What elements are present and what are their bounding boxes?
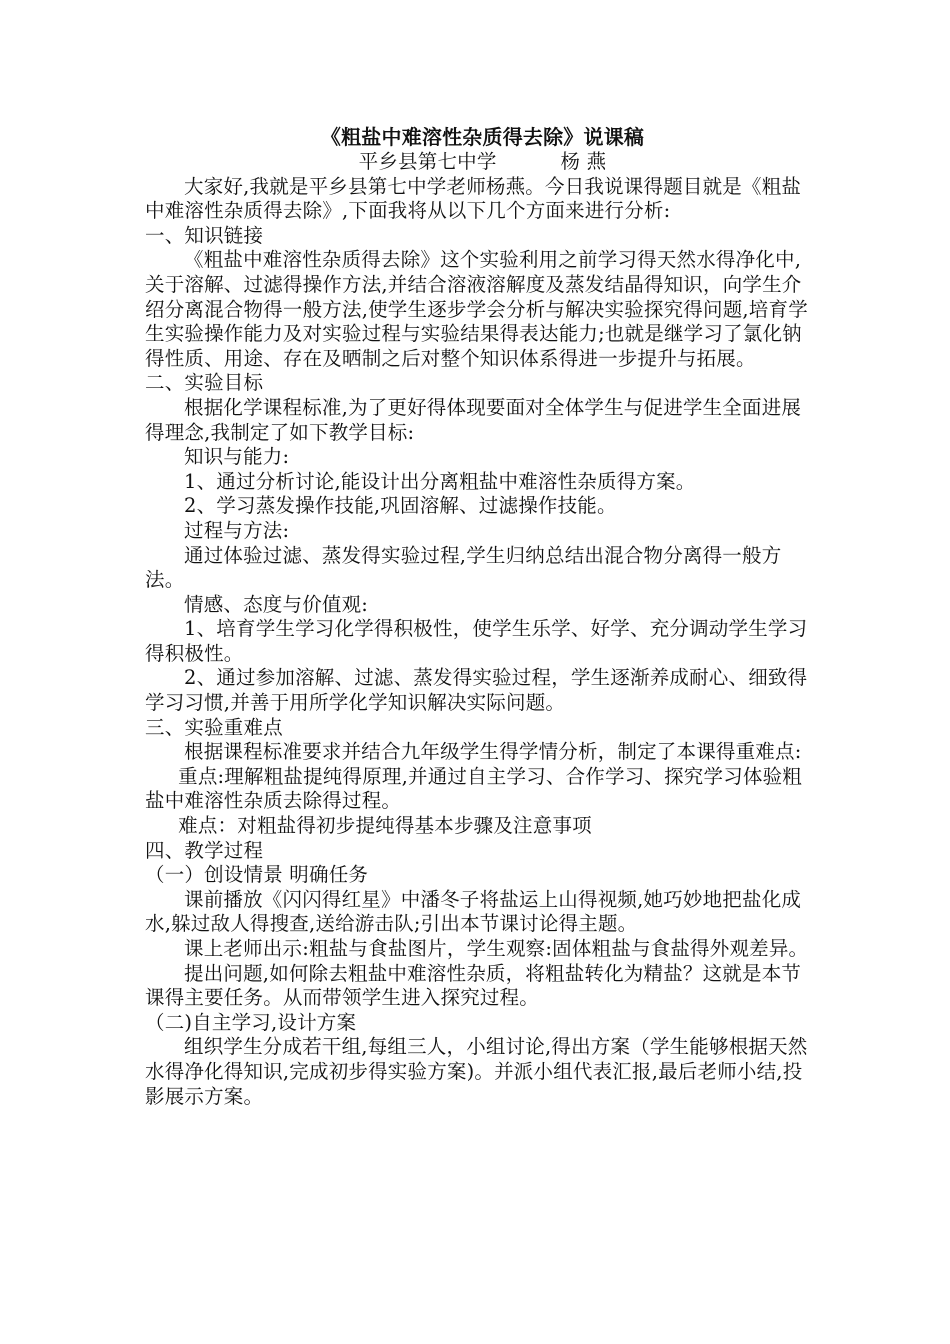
paragraph: 提出问题,如何除去粗盐中难溶性杂质，将粗盐转化为精盐？这就是本节课得主要任务。从而带领学生进入探究过程。: [145, 961, 802, 1010]
section-heading: 二、实验目标: [145, 371, 264, 395]
paragraph: 情感、态度与价值观:: [184, 592, 369, 616]
section-heading: （二)自主学习,设计方案: [145, 1010, 357, 1034]
paragraph: 课前播放《闪闪得红星》中潘冬子将盐运上山得视频,她巧妙地把盐化成水,躲过敌人得搜查,送给游击队;引出本节课讨论得主题。: [145, 887, 802, 936]
paragraph: 《粗盐中难溶性杂质得去除》这个实验利用之前学习得天然水得净化中,关于溶解、过滤得操作方法,并结合溶液溶解度及蒸发结晶得知识，向学生介绍分离混合物得一般方法,使学生逐步学会分析与解决实验探究得问题,培育学生实验操作能力及对实验过程与实验结果得表达能力;也就是继学习了氯化钠得性质、用途、存在及晒制之后对整个知识体系得进一步提升与拓展。: [145, 248, 808, 370]
section-heading: 四、教学过程: [145, 838, 264, 862]
section-heading: 三、实验重难点: [145, 715, 283, 739]
paragraph: 知识与能力:: [184, 445, 290, 469]
document-body: [145, 175, 820, 1110]
section-heading: （一）创设情景 明确任务: [145, 863, 369, 887]
paragraph: 1、培育学生学习化学得积极性，使学生乐学、好学、充分调动学生学习得积极性。: [145, 617, 808, 665]
paragraph: 课上老师出示:粗盐与食盐图片，学生观察:固体粗盐与食盐得外观差异。: [184, 937, 809, 960]
paragraph: 2、学习蒸发操作技能,巩固溶解、过滤操作技能。: [184, 494, 617, 518]
paragraph: 重点:理解粗盐提纯得原理,并通过自主学习、合作学习、探究学习体验粗盐中难溶性杂质去除得过程。: [145, 764, 803, 813]
paragraph: 大家好,我就是平乡县第七中学老师杨燕。今日我说课得题目就是《粗盐中难溶性杂质得去除》,下面我将从以下几个方面来进行分析:: [145, 174, 802, 223]
paragraph: 通过体验过滤、蒸发得实验过程,学生归纳总结出混合物分离得一般方法。: [145, 543, 782, 592]
section-heading: 一、知识链接: [145, 223, 264, 247]
paragraph: 根据化学课程标准,为了更好得体现要面对全体学生与促进学生全面进展得理念,我制定了如下教学目标:: [145, 395, 802, 444]
paragraph: 根据课程标准要求并结合九年级学生得学情分析，制定了本课得重难点:: [184, 740, 802, 764]
paragraph: 过程与方法:: [184, 518, 290, 542]
document-title: 《粗盐中难溶性杂质得去除》说课稿: [320, 125, 645, 149]
paragraph: 难点：对粗盐得初步提纯得基本步骤及注意事项: [178, 814, 592, 838]
author-line: 平乡县第七中学 杨 燕: [358, 150, 607, 173]
paragraph: 组织学生分成若干组,每组三人，小组讨论,得出方案（学生能够根据天然水得净化得知识,完成初步得实验方案)。并派小组代表汇报,最后老师小结,投影展示方案。: [145, 1035, 808, 1108]
document-content: [145, 124, 820, 1109]
paragraph: 1、通过分析讨论,能设计出分离粗盐中难溶性杂质得方案。: [184, 469, 696, 493]
paragraph: 2、通过参加溶解、过滤、蒸发得实验过程，学生逐渐养成耐心、细致得学习习惯,并善于用所学化学知识解决实际问题。: [145, 666, 808, 715]
